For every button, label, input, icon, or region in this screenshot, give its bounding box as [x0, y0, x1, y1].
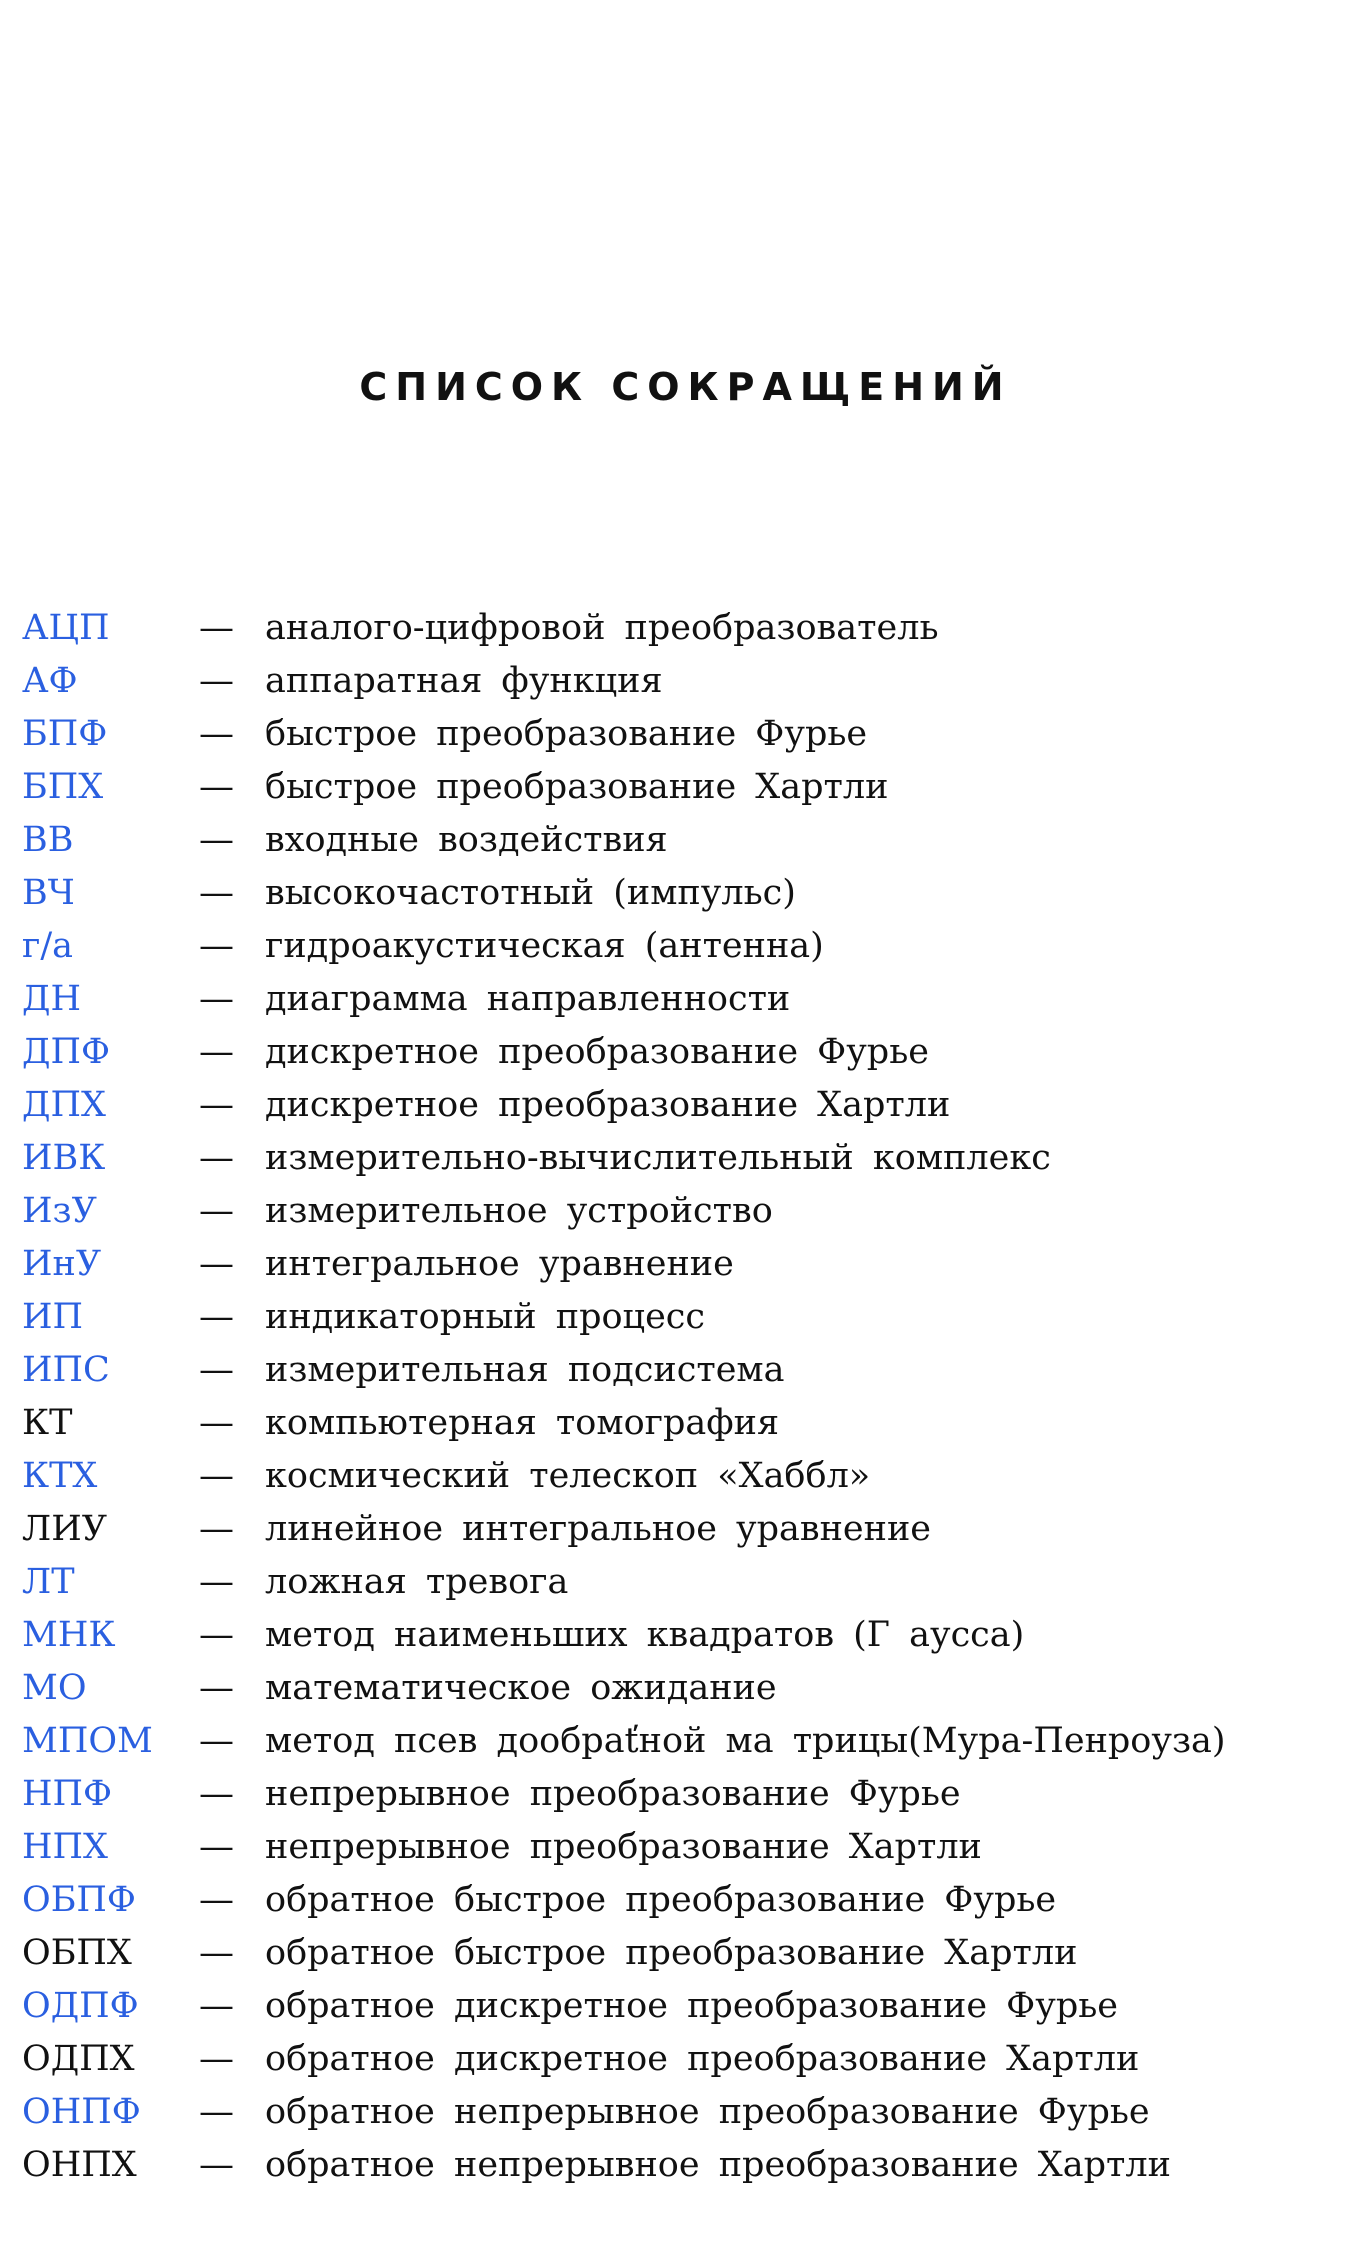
em-dash: — — [199, 1827, 234, 1867]
abbreviation-row — [22, 1774, 1352, 1827]
abbreviation-link[interactable]: ИП — [22, 1297, 84, 1337]
abbreviation-description: обратное быстрое преобразование Хартли — [265, 1933, 1078, 1973]
abbreviation-row — [22, 1032, 1352, 1085]
em-dash: — — [199, 1032, 234, 1072]
abbreviation-description: ложная тревога — [265, 1562, 569, 1602]
em-dash: — — [199, 2039, 234, 2079]
abbreviation-description: измерительное устройство — [265, 1191, 773, 1231]
abbreviation-link[interactable]: МО — [22, 1668, 87, 1708]
abbreviation-link[interactable]: БПХ — [22, 767, 104, 807]
em-dash: — — [199, 1350, 234, 1390]
em-dash: — — [199, 1191, 234, 1231]
abbreviation-link[interactable]: КТХ — [22, 1456, 98, 1496]
abbreviation-description: аппаратная функция — [265, 661, 663, 701]
abbreviation-list — [22, 608, 1352, 2198]
abbreviation-link[interactable]: г/а — [22, 926, 73, 966]
abbreviation-description: гидроакустическая (антенна) — [265, 926, 824, 966]
abbreviation-term: ЛИУ — [22, 1509, 108, 1549]
abbreviation-link[interactable]: ИВК — [22, 1138, 106, 1178]
abbreviation-link[interactable]: АЦП — [22, 608, 110, 648]
page-title: СПИСОК СОКРАЩЕНИЙ — [359, 365, 1012, 409]
abbreviation-row — [22, 2039, 1352, 2092]
em-dash: — — [199, 1138, 234, 1178]
abbreviation-term: КТ — [22, 1403, 73, 1443]
em-dash: — — [199, 2092, 234, 2132]
abbreviation-description: измерительная подсистема — [265, 1350, 785, 1390]
abbreviation-row — [22, 1880, 1352, 1933]
abbreviation-link[interactable]: ДПФ — [22, 1032, 111, 1072]
em-dash: — — [199, 1085, 234, 1125]
em-dash: — — [199, 926, 234, 966]
em-dash: — — [199, 1297, 234, 1337]
em-dash: — — [199, 2145, 234, 2185]
abbreviation-row — [22, 1721, 1352, 1774]
abbreviation-link[interactable]: ИПС — [22, 1350, 110, 1390]
abbreviation-row — [22, 1668, 1352, 1721]
em-dash: — — [199, 1615, 234, 1655]
abbreviation-row — [22, 1456, 1352, 1509]
abbreviation-row — [22, 2092, 1352, 2145]
abbreviation-description: быстрое преобразование Фурье — [265, 714, 868, 754]
em-dash: — — [199, 1774, 234, 1814]
abbreviation-link[interactable]: ИзУ — [22, 1191, 97, 1231]
abbreviation-description: обратное быстрое преобразование Фурье — [265, 1880, 1057, 1920]
abbreviation-link[interactable]: НПФ — [22, 1774, 113, 1814]
abbreviation-row — [22, 820, 1352, 873]
em-dash: — — [199, 1562, 234, 1602]
abbreviation-link[interactable]: НПХ — [22, 1827, 108, 1867]
em-dash: — — [199, 1668, 234, 1708]
em-dash: — — [199, 873, 234, 913]
abbreviation-link[interactable]: ЛТ — [22, 1562, 75, 1602]
em-dash: — — [199, 1456, 234, 1496]
abbreviation-description: метод псев дообраťной ма трицы(Мура-Пенроуза) — [265, 1721, 1226, 1761]
abbreviation-description: обратное непрерывное преобразование Хартли — [265, 2145, 1171, 2185]
abbreviation-description: компьютерная томография — [265, 1403, 780, 1443]
abbreviation-description: непрерывное преобразование Фурье — [265, 1774, 961, 1814]
em-dash: — — [199, 1244, 234, 1284]
em-dash: — — [199, 1509, 234, 1549]
em-dash: — — [199, 820, 234, 860]
abbreviation-row — [22, 1138, 1352, 1191]
abbreviation-description: диаграмма направленности — [265, 979, 791, 1019]
abbreviation-term: ОДПХ — [22, 2039, 135, 2079]
abbreviation-description: обратное дискретное преобразование Хартли — [265, 2039, 1140, 2079]
abbreviation-description: дискретное преобразование Фурье — [265, 1032, 929, 1072]
abbreviation-description: высокочастотный (импульс) — [265, 873, 796, 913]
abbreviation-row — [22, 1350, 1352, 1403]
abbreviation-link[interactable]: ИнУ — [22, 1244, 102, 1284]
abbreviation-row — [22, 767, 1352, 820]
abbreviation-description: обратное дискретное преобразование Фурье — [265, 1986, 1118, 2026]
abbreviation-description: входные воздействия — [265, 820, 668, 860]
abbreviation-row — [22, 2145, 1352, 2198]
abbreviation-row — [22, 1191, 1352, 1244]
abbreviation-link[interactable]: ВВ — [22, 820, 74, 860]
abbreviation-row — [22, 1085, 1352, 1138]
em-dash: — — [199, 979, 234, 1019]
abbreviation-link[interactable]: ВЧ — [22, 873, 75, 913]
abbreviation-description: дискретное преобразование Хартли — [265, 1085, 951, 1125]
em-dash: — — [199, 767, 234, 807]
abbreviation-row — [22, 926, 1352, 979]
abbreviation-link[interactable]: МПОМ — [22, 1721, 153, 1761]
abbreviation-row — [22, 1562, 1352, 1615]
em-dash: — — [199, 608, 234, 648]
abbreviation-description: аналого-цифровой преобразователь — [265, 608, 939, 648]
abbreviation-row — [22, 1615, 1352, 1668]
abbreviation-row — [22, 1933, 1352, 1986]
em-dash: — — [199, 1933, 234, 1973]
em-dash: — — [199, 1403, 234, 1443]
abbreviation-description: метод наименьших квадратов (Г аусса) — [265, 1615, 1025, 1655]
abbreviation-link[interactable]: АФ — [22, 661, 78, 701]
abbreviation-description: обратное непрерывное преобразование Фурье — [265, 2092, 1150, 2132]
abbreviation-description: математическое ожидание — [265, 1668, 777, 1708]
abbreviation-link[interactable]: МНК — [22, 1615, 116, 1655]
abbreviation-description: индикаторный процесс — [265, 1297, 705, 1337]
abbreviation-link[interactable]: ОБПФ — [22, 1880, 136, 1920]
abbreviation-description: интегральное уравнение — [265, 1244, 734, 1284]
abbreviation-description: космический телескоп «Хаббл» — [265, 1456, 871, 1496]
abbreviation-link[interactable]: ОНПФ — [22, 2092, 141, 2132]
em-dash: — — [199, 1880, 234, 1920]
abbreviation-description: измерительно-вычислительный комплекс — [265, 1138, 1051, 1178]
em-dash: — — [199, 1986, 234, 2026]
abbreviation-description: линейное интегральное уравнение — [265, 1509, 932, 1549]
abbreviation-link[interactable]: ДПХ — [22, 1085, 106, 1125]
abbreviation-term: ОНПХ — [22, 2145, 137, 2185]
abbreviation-row — [22, 1827, 1352, 1880]
em-dash: — — [199, 1721, 234, 1761]
abbreviation-row — [22, 714, 1352, 767]
abbreviation-description: непрерывное преобразование Хартли — [265, 1827, 982, 1867]
abbreviation-row — [22, 608, 1352, 661]
em-dash: — — [199, 714, 234, 754]
abbreviation-row — [22, 1986, 1352, 2039]
abbreviation-row — [22, 1297, 1352, 1350]
abbreviation-row — [22, 1244, 1352, 1297]
abbreviation-term: ОБПХ — [22, 1933, 132, 1973]
abbreviation-link[interactable]: БПФ — [22, 714, 108, 754]
abbreviation-row — [22, 1403, 1352, 1456]
abbreviation-row — [22, 661, 1352, 714]
abbreviation-row — [22, 873, 1352, 926]
abbreviation-link[interactable]: ОДПФ — [22, 1986, 139, 2026]
abbreviation-row — [22, 979, 1352, 1032]
em-dash: — — [199, 661, 234, 701]
abbreviation-description: быстрое преобразование Хартли — [265, 767, 889, 807]
abbreviation-row — [22, 1509, 1352, 1562]
abbreviation-link[interactable]: ДН — [22, 979, 81, 1019]
